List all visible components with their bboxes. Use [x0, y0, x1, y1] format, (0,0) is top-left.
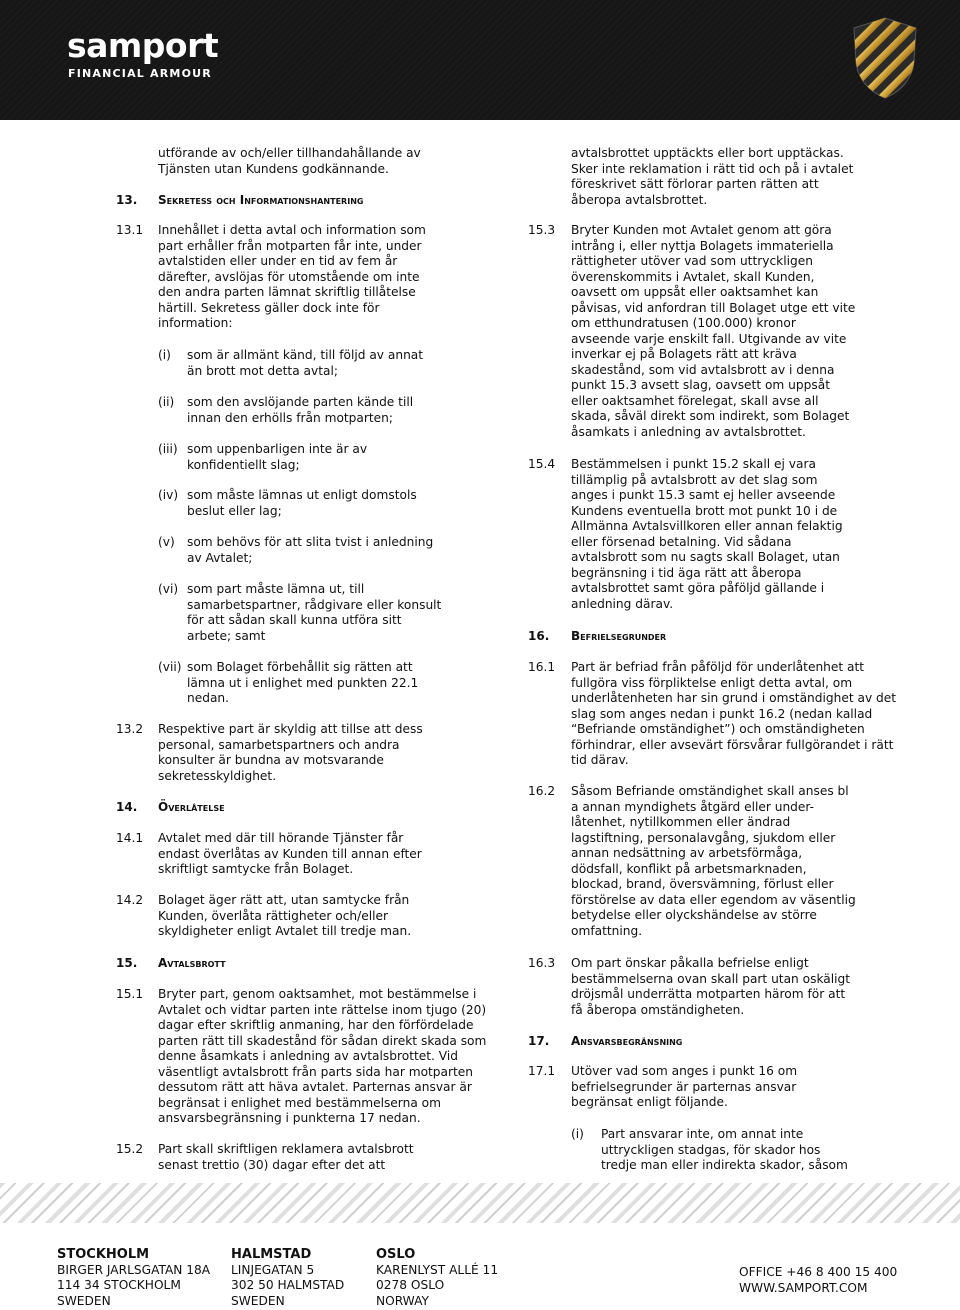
item-v-label: (v)	[158, 535, 175, 549]
clause-15-1-number: 15.1	[116, 987, 144, 1001]
section-13-title: Sekretess och Informationshantering	[158, 193, 364, 207]
clause-15-4-number: 15.4	[528, 457, 556, 471]
clause-16-1-text: Part är befriad från påföljd för underlåtenhet att fullgöra viss förpliktelse enligt detta avtal, om underlåtenheten har sin grund i omständighet av det slag som anges nedan i punkt 16.2 (nedan kallad “Befriande omständighet”) och omständigheten förhindrar, eller avsevärt försvårar fullgörandet i rätt tid därav.	[571, 660, 897, 767]
clause-15-4-text: Bestämmelsen i punkt 15.2 skall ej vara tillämplig på avtalsbrott av det slag som anges i punkt 15.3 samt ej heller avseende Kundens eventuella brott mot punkt 10 i de Allmänna Avtalsvillkoren eller annan felaktig eller försenad betalning. Vid sådana avtalsbrott som nu sagts skall Bolaget, utan begränsning i tid äga rätt att åberopa avtalsbrottet samt göra påföljd gällande i anledning därav.	[571, 457, 843, 611]
clause-16-3-number: 16.3	[528, 956, 556, 970]
item-iii-text: som uppenbarligen inte är av konfidentiellt slag;	[187, 442, 368, 472]
item-ii-text: som den avslöjande parten kände till innan den erhölls från motparten;	[187, 395, 414, 425]
shield-logo-icon	[852, 16, 918, 100]
section-15-number: 15.	[116, 956, 138, 970]
clause-17-1-text: Utöver vad som anges i punkt 16 om befrielsegrunder är parternas ansvar begränsat enligt följande.	[571, 1064, 798, 1109]
footer-office-halmstad: HALMSTAD LINJEGATAN 5 302 50 HALMSTAD SWEDEN	[231, 1247, 345, 1308]
item-vii-text: som Bolaget förbehållit sig rätten att lämna ut i enlighet med punkten 22.1 nedan.	[187, 660, 419, 705]
clause-15-1-text: Bryter part, genom oaktsamhet, mot bestämmelse i Avtalet och vidtar parten inte rättelse inom tjugo (20) dagar efter skriftlig anmaning, har den förfördelade parten rätt till skadestånd för sådan direkt skada som denne åsamkats i anledning av avtalsbrottet. Vid väsentligt avtalsbrott från parts sida har motparten dessutom rätt att häva avtalet. Parternas ansvar är begränsat i enlighet med bestämmelserna om ansvarsbegränsning i punkterna 17 nedan.	[158, 987, 487, 1125]
footer-office-oslo: OSLO KARENLYST ALLÉ 11 0278 OSLO NORWAY	[376, 1247, 499, 1308]
section-17-number: 17.	[528, 1034, 550, 1048]
brand-logo: samport	[67, 26, 219, 65]
item-vi-label: (vi)	[158, 582, 179, 596]
item-iv-label: (iv)	[158, 488, 179, 502]
section-17-title: Ansvarsbegränsning	[571, 1034, 683, 1048]
clause-13-1-number: 13.1	[116, 223, 144, 237]
clause-15-3-number: 15.3	[528, 223, 556, 237]
section-15-title: Avtalsbrott	[158, 956, 226, 970]
page-header	[0, 0, 960, 120]
footer-office-stockholm: STOCKHOLM BIRGER JARLSGATAN 18A 114 34 STOCKHOLM SWEDEN	[57, 1247, 211, 1308]
clause-13-2-number: 13.2	[116, 722, 144, 736]
right-intro-text: avtalsbrottet upptäckts eller bort upptäckas. Sker inte reklamation i rätt tid och på i avtalet föreskrivet sätt förlorar parten rätten att åberopa avtalsbrottet.	[571, 146, 854, 207]
section-16-number: 16.	[528, 629, 550, 643]
item-ii-label: (ii)	[158, 395, 175, 409]
footer-website-link[interactable]: WWW.SAMPORT.COM	[739, 1280, 868, 1295]
item-iii-label: (iii)	[158, 442, 178, 456]
item-v-text: som behövs för att slita tvist i anledning av Avtalet;	[187, 535, 434, 565]
footer-phone: OFFICE +46 8 400 15 400	[739, 1265, 898, 1279]
clause-15-3-text: Bryter Kunden mot Avtalet genom att göra intrång i, eller nyttja Bolagets immateriella rättigheter utöver vad som uttryckligen överenskommits i Avtalet, skall Kunden, oavsett om uppsåt eller oaktsamhet kan påvisas, vid anfordran till Bolaget utge ett vite om etthundratusen (100.000) kronor avseende varje enskilt fall. Utgivande av vite inverkar ej på Bolagets rätt att kräva skadestånd, som vid avtalsbrott av i denna punkt 15.3 avsett slag, oavsett om uppsåt eller oaktsamhet förelegat, skall avse all skada, såväl direkt som indirekt, som Bolaget åsamkats i anledning av avtalsbrottet.	[571, 223, 856, 439]
clause-14-1-number: 14.1	[116, 831, 144, 845]
clause-15-2-number: 15.2	[116, 1142, 144, 1156]
clause-17-item-i-text: Part ansvarar inte, om annat inte uttryckligen stadgas, för skador hos tredje man eller indirekta skador, såsom	[601, 1127, 848, 1172]
clause-14-2-text: Bolaget äger rätt att, utan samtycke från Kunden, överlåta rättigheter och/eller skyldigheter enligt Avtalet till tredje man.	[158, 893, 412, 938]
clause-16-2-number: 16.2	[528, 784, 556, 798]
item-vi-text: som part måste lämna ut, till samarbetspartner, rådgivare eller konsult för att sådan skall kunna utföra sitt arbete; samt	[187, 582, 442, 643]
item-vii-label: (vii)	[158, 660, 182, 674]
item-i-label: (i)	[158, 348, 171, 362]
clause-16-3-text: Om part önskar påkalla befrielse enligt bestämmelserna ovan skall part utan oskäligt dröjsmål underrätta motparten härom för att få åberopa omständigheten.	[571, 956, 851, 1017]
clause-14-2-number: 14.2	[116, 893, 144, 907]
clause-14-1-text: Avtalet med där till hörande Tjänster får endast överlåtas av Kunden till annan efter skriftligt samtycke från Bolaget.	[158, 831, 422, 876]
left-intro-text: utförande av och/eller tillhandahållande av Tjänsten utan Kundens godkännande.	[158, 146, 421, 176]
clause-17-1-number: 17.1	[528, 1064, 556, 1078]
brand-tagline: FINANCIAL ARMOUR	[68, 67, 212, 80]
section-14-number: 14.	[116, 800, 138, 814]
item-i-text: som är allmänt känd, till följd av annat än brott mot detta avtal;	[187, 348, 424, 378]
clause-16-2-text: Såsom Befriande omständighet skall anses bl a annan myndighets åtgärd eller under- låtenhet, nytillkommen eller ändrad lagstiftning, personalavgång, sjukdom eller annan nedsättning av arbetsförmåga, dödsfall, konflikt på arbetsmarknaden, blockad, brand, översvämning, förlust eller förstörelse av data eller egendom av väsentlig betydelse eller olyckshändelse av större omfattning.	[571, 784, 856, 938]
section-13-number: 13.	[116, 193, 138, 207]
clause-16-1-number: 16.1	[528, 660, 556, 674]
clause-15-2-text: Part skall skriftligen reklamera avtalsbrott senast trettio (30) dagar efter det att	[158, 1142, 414, 1172]
footer-decorative-strip	[0, 1183, 960, 1223]
section-14-title: Överlåtelse	[158, 800, 225, 814]
footer-contact	[739, 1265, 897, 1296]
item-iv-text: som måste lämnas ut enligt domstols beslut eller lag;	[187, 488, 417, 518]
section-16-title: Befrielsegrunder	[571, 629, 667, 643]
clause-13-2-text: Respektive part är skyldig att tillse att dess personal, samarbetspartners och andra konsulter är bundna av motsvarande sekretesskyldighet.	[158, 722, 423, 783]
clause-13-1-text: Innehållet i detta avtal och information som part erhåller från motparten får inte, under avtalstiden eller under en tid av fem år därefter, avslöjas för utomstående om inte den andra parten lämnat skriftlig tillåtelse härtill. Sekretess gäller dock inte för information:	[158, 223, 426, 330]
clause-17-item-i-label: (i)	[571, 1127, 584, 1141]
